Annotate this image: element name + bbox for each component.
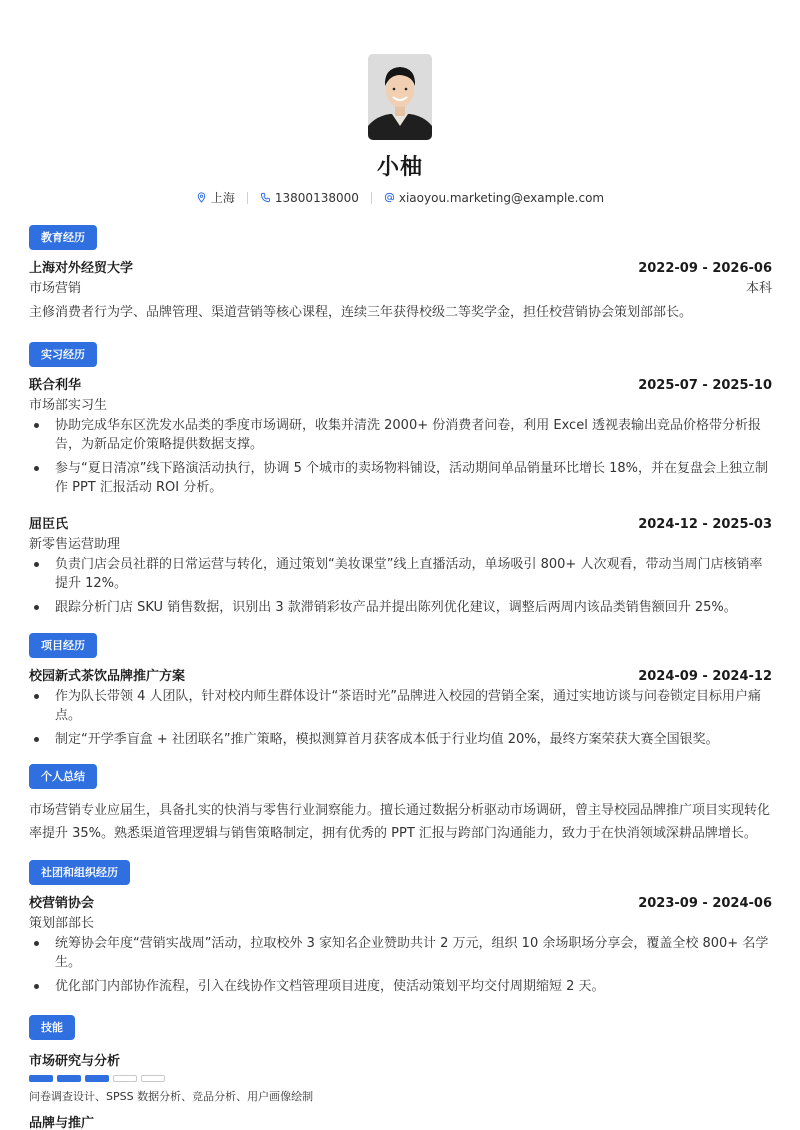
skill-level-bar	[141, 1075, 165, 1082]
section-title-club: 社团和组织经历	[29, 860, 130, 885]
company-name: 联合利华	[29, 378, 82, 393]
location-text: 上海	[210, 191, 235, 205]
avatar-photo	[368, 54, 432, 140]
avatar	[368, 54, 432, 140]
project-header-row	[29, 665, 772, 684]
resume-header	[0, 0, 800, 206]
skill-level-bar	[57, 1075, 81, 1082]
bullet-list	[29, 555, 772, 617]
resume-body	[0, 225, 800, 1130]
skill-level-bar	[113, 1075, 137, 1082]
bullet-item: 协助完成华东区洗发水品类的季度市场调研，收集并清洗 2000+ 份消费者问卷，利用 Excel 透视表输出竞品价格带分析报告，为新品定价策略提供数据支撑。	[29, 416, 772, 454]
bullet-item: 跟踪分析门店 SKU 销售数据，识别出 3 款滞销彩妆产品并提出陈列优化建议，调整后两周内该品类销售额回升 25%。	[29, 598, 772, 617]
phone-icon	[260, 192, 271, 203]
company-name: 屈臣氏	[29, 517, 69, 532]
contact-phone	[260, 191, 359, 205]
project-date: 2024-09 - 2024-12	[638, 669, 772, 684]
bullet-list	[29, 687, 772, 749]
skill-name: 品牌与推广	[29, 1116, 95, 1130]
education-header-row	[29, 257, 772, 276]
internship-header-row	[29, 513, 772, 532]
divider	[247, 192, 248, 204]
school-name: 上海对外经贸大学	[29, 261, 134, 276]
skill-description: 问卷调查设计、SPSS 数据分析、竞品分析、用户画像绘制	[29, 1090, 314, 1103]
club-date: 2023-09 - 2024-06	[638, 896, 772, 911]
education-date: 2022-09 - 2026-06	[638, 261, 772, 276]
bullet-item: 作为队长带领 4 人团队，针对校内师生群体设计“茶语时光”品牌进入校园的营销全案，通过实地访谈与问卷锁定目标用户痛点。	[29, 687, 772, 725]
bullet-list	[29, 416, 772, 497]
bullet-item: 统筹协会年度“营销实战周”活动，拉取校外 3 家知名企业赞助共计 2 万元，组织 10 余场职场分享会，覆盖全校 800+ 名学生。	[29, 934, 772, 972]
education-section	[29, 225, 772, 323]
email-text: xiaoyou.marketing@example.com	[398, 190, 605, 205]
skills-section	[29, 1015, 772, 1130]
summary-section	[29, 764, 772, 845]
skill-level-bar	[85, 1075, 109, 1082]
phone-text: 13800138000	[274, 190, 359, 205]
bullet-item: 优化部门内部协作流程，引入在线协作文档管理项目进度，使活动策划平均交付周期缩短 2 天。	[29, 977, 772, 996]
divider	[371, 192, 372, 204]
internship-date: 2024-12 - 2025-03	[638, 517, 772, 532]
candidate-name: 小柚	[376, 155, 423, 180]
club-header-row	[29, 892, 772, 911]
skill-name: 市场研究与分析	[29, 1054, 121, 1069]
degree: 本科	[745, 281, 772, 296]
bullet-item: 制定“开学季盲盒 + 社团联名”推广策略，模拟测算首月获客成本低于行业均值 20%，最终方案荣获大赛全国银奖。	[29, 730, 772, 749]
section-title-education: 教育经历	[29, 225, 97, 250]
internship-date: 2025-07 - 2025-10	[638, 378, 772, 393]
skill-item	[29, 1050, 772, 1104]
club-section	[29, 860, 772, 996]
club-role: 策划部部长	[29, 916, 95, 931]
bullet-item: 参与“夏日清凉”线下路演活动执行，协调 5 个城市的卖场物料铺设，活动期间单品销量环比增长 18%，并在复盘会上独立制作 PPT 汇报活动 ROI 分析。	[29, 459, 772, 497]
section-title-skills: 技能	[29, 1015, 75, 1040]
skill-item	[29, 1112, 772, 1130]
education-description: 主修消费者行为学、品牌管理、渠道营销等核心课程，连续三年获得校级二等奖学金，担任校营销协会策划部部长。	[29, 305, 693, 320]
at-sign-icon	[384, 192, 395, 203]
summary-text: 市场营销专业应届生，具备扎实的快消与零售行业洞察能力。擅长通过数据分析驱动市场调研，曾主导校园品牌推广项目实现转化率提升 35%。熟悉渠道管理逻辑与销售策略制定，拥有优秀的 PPT 汇报与跨部门沟通能力，致力于在快消领域深耕品牌增长。	[29, 803, 771, 841]
location-pin-icon	[196, 192, 207, 203]
section-title-project: 项目经历	[29, 633, 97, 658]
section-title-internship: 实习经历	[29, 342, 97, 367]
project-name: 校园新式茶饮品牌推广方案	[29, 669, 186, 684]
role: 市场部实习生	[29, 398, 108, 413]
role: 新零售运营助理	[29, 537, 121, 552]
education-sub-row	[29, 277, 772, 296]
contact-email	[384, 191, 604, 205]
club-name: 校营销协会	[29, 896, 95, 911]
internship-entry	[29, 374, 772, 497]
skill-level-bar	[29, 1075, 53, 1082]
skill-level-bars	[29, 1075, 772, 1082]
contact-info	[0, 189, 800, 206]
project-section	[29, 633, 772, 749]
bullet-list	[29, 934, 772, 996]
internship-entry	[29, 513, 772, 617]
contact-location	[196, 189, 235, 206]
section-title-summary: 个人总结	[29, 764, 97, 789]
internship-section	[29, 342, 772, 617]
internship-header-row	[29, 374, 772, 393]
major: 市场营销	[29, 281, 82, 296]
bullet-item: 负责门店会员社群的日常运营与转化，通过策划“美妆课堂”线上直播活动，单场吸引 800+ 人次观看，带动当周门店核销率提升 12%。	[29, 555, 772, 593]
